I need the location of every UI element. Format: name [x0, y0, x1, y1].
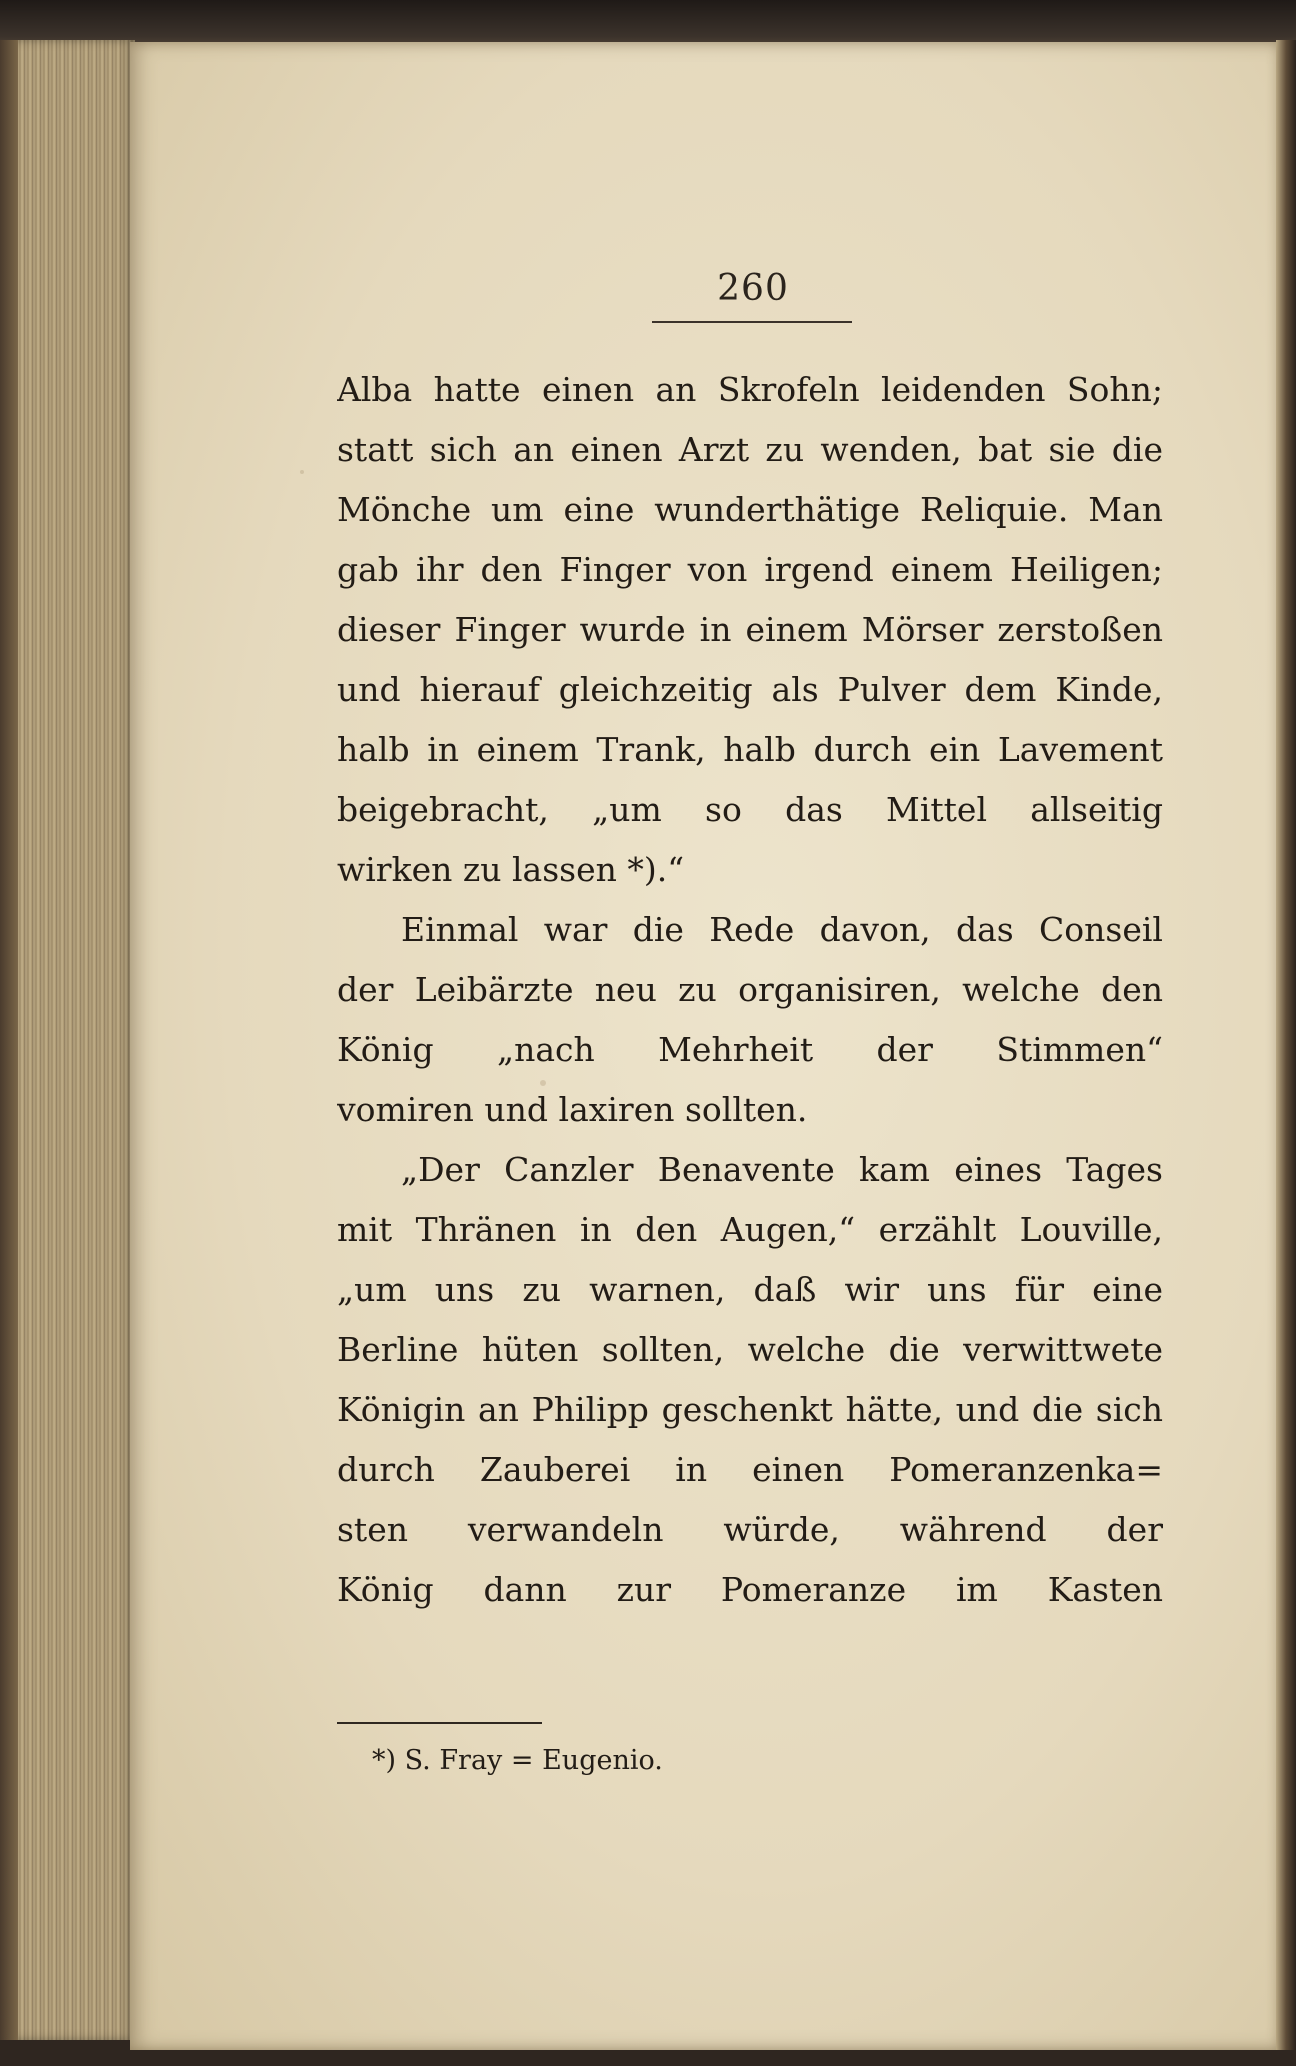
text-line: vomiren und laxiren sollten.	[337, 1090, 808, 1129]
page-block-edges	[0, 40, 135, 2040]
footnote: *) S. Fray = Eugenio.	[372, 1745, 663, 1776]
text-line: König dann zur Pomeranze im Kasten	[337, 1570, 1163, 1609]
text-line: beigebracht, „um so das Mittel allseitig	[337, 790, 1163, 829]
page-number: 260	[717, 268, 789, 309]
header-rule	[652, 321, 852, 323]
text-line: „um uns zu warnen, daß wir uns für eine	[337, 1270, 1163, 1309]
text-line: dieser Finger wurde in einem Mörser zerstoßen	[337, 610, 1163, 649]
text-line: und hierauf gleichzeitig als Pulver dem Kinde,	[337, 670, 1163, 709]
text-line: halb in einem Trank, halb durch ein Lavement	[337, 730, 1163, 769]
text-line: Königin an Philipp geschenkt hätte, und die sich	[337, 1390, 1163, 1429]
text-line: mit Thränen in den Augen,“ erzählt Louville,	[337, 1210, 1163, 1249]
text-line: statt sich an einen Arzt zu wenden, bat sie die	[337, 430, 1163, 469]
text-line: wirken zu lassen *).“	[337, 850, 685, 889]
text-line: Berline hüten sollten, welche die verwittwete	[337, 1330, 1163, 1369]
right-page-edge	[1276, 40, 1296, 2050]
foxing-spot	[300, 470, 304, 474]
text-line: „Der Canzler Benavente kam eines Tages	[401, 1150, 1163, 1189]
text-line: König „nach Mehrheit der Stimmen“	[337, 1030, 1163, 1069]
body-text	[337, 360, 1163, 1620]
text-line: Mönche um eine wunderthätige Reliquie. Man	[337, 490, 1163, 529]
text-line: der Leibärzte neu zu organisiren, welche den	[337, 970, 1163, 1009]
text-line: Einmal war die Rede davon, das Conseil	[401, 910, 1163, 949]
text-line: durch Zauberei in einen Pomeranzenka=	[337, 1450, 1163, 1489]
footnote-rule	[337, 1722, 542, 1724]
text-line: Alba hatte einen an Skrofeln leidenden Sohn;	[337, 370, 1163, 409]
text-line: sten verwandeln würde, während der	[337, 1510, 1163, 1549]
text-line: gab ihr den Finger von irgend einem Heiligen;	[337, 550, 1163, 589]
